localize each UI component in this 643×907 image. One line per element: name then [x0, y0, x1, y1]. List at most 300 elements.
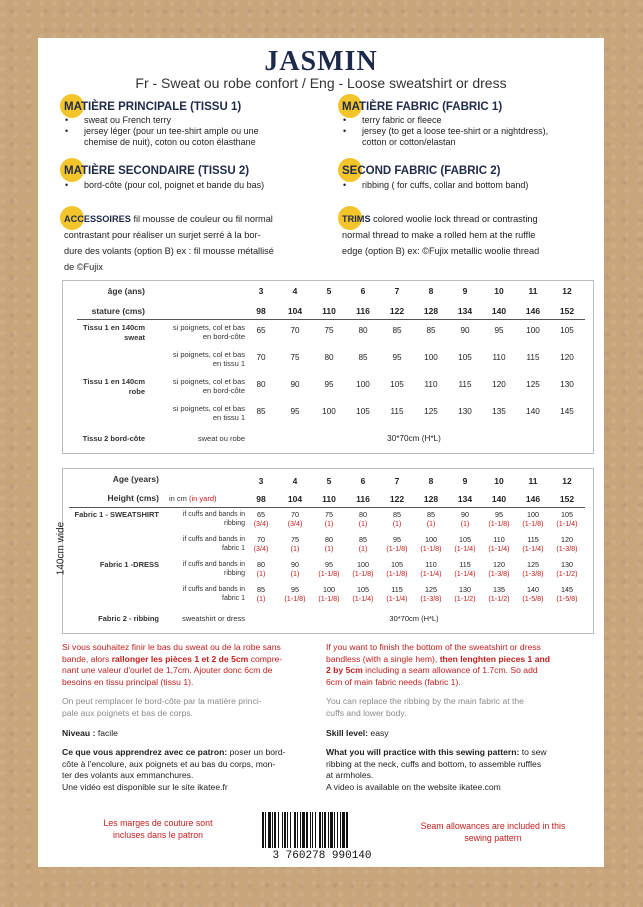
row-sublabel — [147, 323, 245, 341]
value-cell: 105 — [458, 353, 472, 362]
value-cell — [312, 510, 346, 528]
value-cm: 115 — [459, 560, 471, 569]
fr-notes: Si vous souhaitez finir le bas du sweat ou de la robe sans bande, alors rallonger les pièces 1 et 2 de 5cm compre- nant une valeur d'ourlet de 1,7cm. Ajouter donc 6cm de besoins en tissu principal (tissu 1). On peut remplacer le bord-côte par la matière princi- pale aux poignets et bas de corps. Niveau : facile Ce que vous apprendrez avec ce patron: poser un bord- côte à l'encolure, aux poignets et au bas du corps, mon- ter des volants aux emmanchures. Une vidéo est disponible sur le site ikatee.fr — [62, 642, 286, 792]
value-cell: 75 — [324, 326, 334, 335]
value-yard: (1-1/4) — [352, 594, 374, 603]
unit-label — [169, 494, 239, 503]
height-cell: 152 — [559, 494, 575, 504]
sublabel-line: ribbing — [223, 570, 245, 577]
value-yard: (1) — [426, 519, 436, 528]
height-cell: 134 — [457, 494, 473, 504]
value-cm: 75 — [291, 535, 299, 544]
en-fabric-table — [62, 468, 594, 634]
value-cell: 115 — [526, 353, 540, 362]
stature-cell: 110 — [322, 306, 336, 316]
value-cell — [516, 535, 550, 553]
value-cm: 105 — [561, 510, 573, 519]
value-yard: (1-1/2) — [454, 594, 476, 603]
value-cell: 65 — [256, 326, 266, 335]
fr-accessories-heading: ACCESSOIRES — [64, 214, 131, 224]
age-cell: 4 — [292, 476, 298, 486]
barcode-bar — [262, 812, 264, 848]
value-cell — [448, 510, 482, 528]
sublabel-line: ribbing — [223, 520, 245, 527]
divider-line — [69, 507, 585, 508]
barcode-bar — [340, 812, 341, 848]
value-cell — [244, 585, 278, 603]
barcode-bar — [290, 812, 291, 848]
value-cell — [244, 560, 278, 578]
barcode-bar — [287, 812, 288, 848]
value-cell — [516, 560, 550, 578]
value-yard: (1) — [324, 544, 334, 553]
value-cell: 120 — [492, 380, 506, 389]
sublabel-line: si poignets, col et bas — [172, 377, 245, 386]
value-cell — [278, 510, 312, 528]
fr-second-fabric-heading: MATIÈRE SECONDAIRE (TISSU 2) — [64, 165, 250, 177]
value-cell: 95 — [392, 353, 402, 362]
value-yard: (3/4) — [287, 519, 303, 528]
barcode-bar — [315, 812, 316, 848]
fr-second-fabric-list — [62, 180, 322, 191]
value-yard: (1-1/2) — [556, 569, 578, 578]
value-cm: 130 — [459, 585, 471, 594]
age-cell: 11 — [528, 476, 538, 486]
list-item: • sweat ou French terry — [62, 115, 312, 126]
stature-cell: 122 — [389, 306, 405, 316]
height-cell: 98 — [256, 494, 266, 504]
row-sublabel — [147, 350, 245, 368]
value-cm: 95 — [291, 585, 299, 594]
value-yard: (1-3/8) — [488, 569, 510, 578]
sublabel-line: si poignets, col et bas — [172, 350, 245, 359]
value-cell: 100 — [322, 407, 336, 416]
value-yard: (1-5/8) — [556, 594, 578, 603]
barcode-bar — [294, 812, 296, 848]
pattern-title: JASMIN — [264, 46, 378, 77]
value-yard: (3/4) — [253, 519, 269, 528]
barcode-bar — [334, 812, 335, 848]
age-cell: 3 — [258, 476, 264, 486]
value-yard: (1) — [358, 519, 368, 528]
value-cell — [414, 560, 448, 578]
age-cell: 9 — [462, 286, 468, 296]
value-cell — [448, 535, 482, 553]
value-cm: 105 — [357, 585, 369, 594]
barcode-bar — [274, 812, 276, 848]
value-cell — [550, 510, 584, 528]
en-main-fabric-heading: MATIÈRE FABRIC (FABRIC 1) — [342, 101, 503, 113]
value-cell: 100 — [356, 380, 370, 389]
sublabel-line: fabric 1 — [222, 545, 245, 552]
value-cell: 130 — [458, 407, 472, 416]
value-cm: 105 — [459, 535, 471, 544]
barcode-bar — [265, 812, 266, 848]
value-cell: 85 — [392, 326, 402, 335]
value-cm: 145 — [561, 585, 573, 594]
group-label: Fabric 1 - SWEATSHIRT — [74, 510, 159, 519]
value-cm: 100 — [425, 535, 437, 544]
barcode-bar — [337, 812, 338, 848]
value-cell — [550, 585, 584, 603]
list-item: • jersey léger (pour un tee-shirt ample ou une — [62, 126, 312, 137]
height-cell: 128 — [423, 494, 439, 504]
value-yard: (1-1/4) — [556, 519, 578, 528]
value-cell: 95 — [324, 380, 334, 389]
value-yard: (1) — [256, 569, 266, 578]
sublabel-line: if cuffs and bands in — [182, 511, 245, 518]
value-yard: (1-1/8) — [318, 594, 340, 603]
value-yard: (1-1/8) — [522, 519, 544, 528]
value-cell — [278, 560, 312, 578]
value-cm: 135 — [493, 585, 505, 594]
value-cell: 80 — [324, 353, 334, 362]
value-yard: (1-3/8) — [556, 544, 578, 553]
group-label — [63, 323, 145, 343]
value-cell: 110 — [492, 353, 506, 362]
value-cm: 95 — [495, 510, 503, 519]
value-cm: 65 — [257, 510, 265, 519]
barcode-bar — [346, 812, 348, 848]
value-cell: 90 — [460, 326, 470, 335]
value-yard: (1) — [358, 544, 368, 553]
value-yard: (1-1/2) — [488, 594, 510, 603]
barcode-bar — [300, 812, 301, 848]
value-yard: (1) — [324, 519, 334, 528]
stature-cell: 146 — [525, 306, 541, 316]
barcode-bar — [310, 812, 311, 848]
value-cell: 70 — [290, 326, 300, 335]
value-cell: 105 — [390, 380, 404, 389]
group-label-line: robe — [128, 387, 145, 396]
sublabel-line: si poignets, col et bas — [172, 404, 245, 413]
barcode-bar — [328, 812, 329, 848]
value-cell: 125 — [424, 407, 438, 416]
group-label — [63, 377, 145, 397]
value-cell — [278, 535, 312, 553]
value-cell: 105 — [356, 407, 370, 416]
value-cell: 145 — [560, 407, 574, 416]
value-cm: 130 — [561, 560, 573, 569]
value-cell — [380, 560, 414, 578]
group-label-line: Tissu 1 en 140cm — [83, 323, 145, 332]
fr-main-fabric-list — [62, 115, 312, 148]
list-item: • ribbing ( for cuffs, collar and bottom band) — [340, 180, 600, 191]
value-yard: (1) — [256, 594, 266, 603]
value-cm: 140 — [527, 585, 539, 594]
age-cell: 7 — [394, 476, 400, 486]
barcode-bar — [284, 812, 286, 848]
stature-cell: 104 — [287, 306, 303, 316]
value-cell: 140 — [526, 407, 540, 416]
value-cell — [244, 510, 278, 528]
value-cm: 100 — [323, 585, 335, 594]
value-cell — [482, 510, 516, 528]
value-yard: (1) — [392, 519, 402, 528]
value-cell — [346, 585, 380, 603]
barcode-bar — [302, 812, 305, 848]
barcode-bar — [312, 812, 313, 848]
group-label: Fabric 1 -DRESS — [99, 560, 159, 569]
rib-label: Tissu 2 bord-côte — [82, 434, 145, 443]
row-sublabel — [147, 377, 245, 395]
value-cm: 110 — [493, 535, 505, 544]
fr-seam-allowance-note: Les marges de couture sont incluses dans le patron — [103, 818, 213, 840]
barcode-bar — [297, 812, 298, 848]
stature-cell: 98 — [256, 306, 266, 316]
row-sublabel — [159, 535, 245, 553]
stature-cell: 152 — [559, 306, 575, 316]
height-cell: 104 — [287, 494, 303, 504]
value-yard: (1-1/8) — [420, 544, 442, 553]
stature-cell: 140 — [491, 306, 507, 316]
value-cell — [278, 585, 312, 603]
value-cm: 105 — [391, 560, 403, 569]
value-yard: (1-1/4) — [454, 544, 476, 553]
value-cm: 70 — [257, 535, 265, 544]
rib-label: Fabric 2 - ribbing — [98, 614, 159, 623]
sublabel-line: en bord-côte — [202, 332, 245, 341]
value-yard: (1) — [460, 519, 470, 528]
value-cell — [312, 560, 346, 578]
value-cell: 70 — [256, 353, 266, 362]
en-main-fabric-list — [340, 115, 600, 148]
age-cell: 12 — [562, 286, 572, 296]
rib-sublabel: sweatshirt or dress — [182, 614, 245, 623]
value-yard: (1-1/4) — [386, 594, 408, 603]
value-cm: 80 — [257, 560, 265, 569]
unit-yard: (in yard) — [189, 494, 217, 503]
value-yard: (1-1/8) — [284, 594, 306, 603]
barcode-bar — [272, 812, 273, 848]
sublabel-line: if cuffs and bands in — [182, 561, 245, 568]
value-cell: 85 — [256, 407, 266, 416]
value-yard: (1) — [290, 544, 300, 553]
value-cell — [482, 585, 516, 603]
value-cell — [516, 510, 550, 528]
barcode-bar — [342, 812, 345, 848]
en-trims-heading: TRIMS — [342, 214, 371, 224]
barcode-bar — [330, 812, 333, 848]
value-cell — [380, 510, 414, 528]
value-cell — [244, 535, 278, 553]
value-yard: (1-1/8) — [488, 519, 510, 528]
height-label: Height (cms) — [107, 493, 159, 503]
age-label: Age (years) — [112, 474, 159, 484]
value-cm: 120 — [561, 535, 573, 544]
group-label-line: sweat — [124, 333, 145, 342]
value-cm: 100 — [527, 510, 539, 519]
value-cm: 90 — [291, 560, 299, 569]
age-cell: 8 — [428, 286, 434, 296]
value-cm: 115 — [527, 535, 539, 544]
value-cm: 80 — [359, 510, 367, 519]
value-cell — [550, 535, 584, 553]
value-cm: 85 — [393, 510, 401, 519]
row-sublabel — [159, 585, 245, 603]
sublabel-line: if cuffs and bands in — [182, 586, 245, 593]
group-label-line: Tissu 1 en 140cm — [83, 377, 145, 386]
unit-cm: in cm — [169, 494, 190, 503]
age-cell: 6 — [360, 476, 366, 486]
value-cm: 120 — [493, 560, 505, 569]
age-cell: 5 — [326, 476, 332, 486]
barcode-bar — [268, 812, 271, 848]
value-yard: (3/4) — [253, 544, 269, 553]
age-cell: 8 — [428, 476, 434, 486]
value-cell — [414, 510, 448, 528]
value-yard: (1-1/4) — [522, 544, 544, 553]
value-yard: (1-1/4) — [488, 544, 510, 553]
barcode-bar — [282, 812, 283, 848]
barcode-bars-icon — [252, 810, 392, 850]
value-cell: 100 — [526, 326, 540, 335]
value-cell — [380, 585, 414, 603]
barcode-bar — [319, 812, 321, 848]
value-yard: (1-5/8) — [522, 594, 544, 603]
list-item: chemise de nuit), coton ou coton élasthane — [84, 137, 256, 147]
fabric-width-side-label: 140cm wide — [55, 521, 67, 576]
value-cell — [414, 535, 448, 553]
value-cell: 115 — [390, 407, 404, 416]
age-cell: 10 — [494, 286, 504, 296]
value-cell — [312, 585, 346, 603]
value-cm: 80 — [325, 535, 333, 544]
value-cm: 90 — [461, 510, 469, 519]
barcode-bar — [278, 812, 279, 848]
value-cm: 85 — [427, 510, 435, 519]
value-cell: 80 — [256, 380, 266, 389]
value-yard: (1) — [290, 569, 300, 578]
stature-cell: 128 — [423, 306, 439, 316]
value-cell: 95 — [494, 326, 504, 335]
sublabel-line: en bord-côte — [202, 386, 245, 395]
stature-label: stature (cms) — [91, 306, 145, 316]
fr-main-fabric-heading: MATIÈRE PRINCIPALE (TISSU 1) — [64, 101, 242, 113]
height-cell: 116 — [356, 494, 370, 504]
barcode-bar — [324, 812, 326, 848]
value-cell: 105 — [560, 326, 574, 335]
value-cell — [346, 510, 380, 528]
value-cell: 100 — [424, 353, 438, 362]
en-seam-allowance-note: Seam allowances are included in this sewing pattern — [420, 821, 566, 843]
value-cm: 85 — [359, 535, 367, 544]
value-cell: 135 — [492, 407, 506, 416]
value-cell — [380, 535, 414, 553]
height-cell: 146 — [525, 494, 541, 504]
value-cell: 130 — [560, 380, 574, 389]
pattern-subtitle: Fr - Sweat ou robe confort / Eng - Loose sweatshirt or dress — [135, 75, 507, 91]
value-cell: 115 — [458, 380, 472, 389]
row-sublabel — [159, 510, 245, 528]
value-cell: 125 — [526, 380, 540, 389]
age-label: âge (ans) — [107, 286, 145, 296]
pattern-sheet — [38, 38, 604, 867]
sublabel-line: si poignets, col et bas — [172, 323, 245, 332]
value-cell — [414, 585, 448, 603]
barcode-digits: 3 760278 990140 — [272, 850, 372, 862]
value-cell — [312, 535, 346, 553]
value-yard: (1-1/8) — [352, 569, 374, 578]
value-cell — [448, 585, 482, 603]
barcode-bar — [322, 812, 323, 848]
value-cell: 85 — [426, 326, 436, 335]
en-second-fabric-list — [340, 180, 600, 191]
value-cm: 95 — [393, 535, 401, 544]
value-cm: 100 — [357, 560, 369, 569]
barcode-bar — [306, 812, 308, 848]
list-item: • terry fabric or fleece — [340, 115, 600, 126]
value-yard: (1-1/8) — [386, 544, 408, 553]
fr-fabric-table — [62, 280, 594, 454]
value-yard: (1-1/8) — [386, 569, 408, 578]
row-sublabel — [159, 560, 245, 578]
value-yard: (1-3/8) — [522, 569, 544, 578]
age-cell: 5 — [326, 286, 332, 296]
value-cm: 115 — [391, 585, 403, 594]
height-cell: 110 — [322, 494, 336, 504]
height-cell: 122 — [389, 494, 405, 504]
age-cell: 6 — [360, 286, 366, 296]
age-cell: 11 — [528, 286, 538, 296]
age-cell: 10 — [494, 476, 504, 486]
en-second-fabric-heading: SECOND FABRIC (FABRIC 2) — [342, 165, 501, 177]
value-cell — [482, 535, 516, 553]
value-cell: 110 — [424, 380, 438, 389]
value-cm: 110 — [425, 560, 437, 569]
age-cell: 4 — [292, 286, 298, 296]
value-cell: 75 — [290, 353, 300, 362]
value-cell: 80 — [358, 326, 368, 335]
value-cell — [550, 560, 584, 578]
value-cm: 85 — [257, 585, 265, 594]
en-notes: If you want to finish the bottom of the sweatshirt or dress bandless (with a single hem), then lenghten pieces 1 and 2 by 5cm including a seam allowance of 1.7cm. So add 6cm of main fabric needs (fabric 1). You can replace the ribbing by the main fabric at the cuffs and lower body. Skill level: easy What you will practice with this sewing pattern: to sew ribbing at the neck, cuffs and bottom, to assemble ruffles at armholes. A video is available on the website ikatee.com — [326, 642, 550, 792]
value-cell — [482, 560, 516, 578]
value-yard: (1-3/8) — [420, 594, 442, 603]
age-cell: 9 — [462, 476, 468, 486]
value-cm: 125 — [425, 585, 437, 594]
value-cm: 125 — [527, 560, 539, 569]
rib-sublabel: sweat ou robe — [197, 434, 245, 443]
age-cell: 3 — [258, 286, 264, 296]
value-cell — [346, 535, 380, 553]
age-cell: 7 — [394, 286, 400, 296]
fr-accessories: ACCESSOIRES fil mousse de couleur ou fil normal contrastant pour réaliser un surjet serré à la bor- dure des volants (option B) ex : fil mousse métallisé de ©Fujix — [64, 214, 274, 272]
value-yard: (1-1/4) — [420, 569, 442, 578]
value-cell — [346, 560, 380, 578]
divider-line — [77, 319, 585, 320]
sublabel-line: if cuffs and bands in — [182, 536, 245, 543]
value-cell: 90 — [290, 380, 300, 389]
list-item: • bord-côte (pour col, poignet et bande du bas) — [62, 180, 322, 191]
value-cell: 85 — [358, 353, 368, 362]
barcode — [252, 810, 392, 864]
value-yard: (1-1/8) — [318, 569, 340, 578]
row-sublabel — [147, 404, 245, 422]
rib-value-cell: 30*70cm (H*L) — [387, 434, 441, 443]
rib-value-cell: 30*70cm (H*L) — [389, 614, 439, 623]
value-cell: 120 — [560, 353, 574, 362]
age-cell: 12 — [562, 476, 572, 486]
sublabel-line: fabric 1 — [222, 595, 245, 602]
value-cell — [516, 585, 550, 603]
value-cm: 95 — [325, 560, 333, 569]
stature-cell: 134 — [457, 306, 473, 316]
value-cell — [448, 560, 482, 578]
stature-cell: 116 — [356, 306, 370, 316]
value-cell: 95 — [290, 407, 300, 416]
height-cell: 140 — [491, 494, 507, 504]
